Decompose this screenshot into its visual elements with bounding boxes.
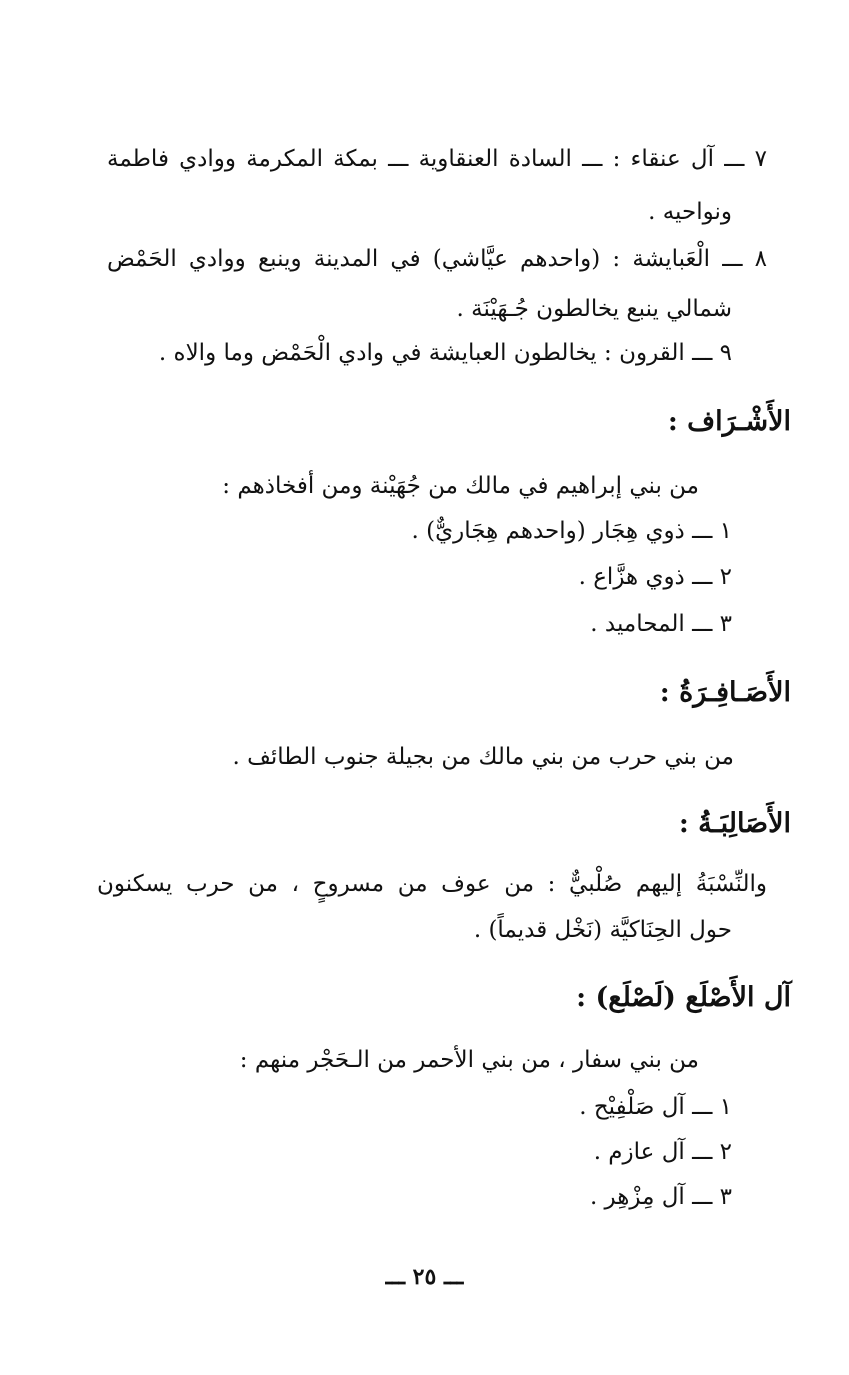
list-item: ٢ ـــ ذوي هزَّاع .	[578, 564, 732, 590]
list-item-continuation: ونواحيه .	[648, 199, 732, 225]
page-number: ـــ ٢٥ ـــ	[385, 1264, 464, 1290]
paragraph: والنِّسْبَةُ إليهم صُلْبيٌّ : من عوف من مسروحٍ ، من حرب يسكنون	[97, 871, 767, 897]
list-item: ٧ ـــ آل عنقاء : ـــ السادة العنقاوية ـــ بمكة المكرمة ووادي فاطمة	[107, 146, 767, 172]
list-item-continuation: شمالي ينبع يخالطون جُـهَيْنَة .	[456, 296, 732, 322]
paragraph-continuation: حول الحِنَاكيَّة (نَخْل قديماً) .	[473, 917, 732, 943]
list-item: ٢ ـــ آل عازم .	[593, 1139, 732, 1165]
section-heading: آل الأَصْلَع (لَصْلَع) :	[576, 982, 791, 1013]
section-heading: الأَصَالِبَـةُ :	[678, 808, 791, 839]
paragraph: من بني سفار ، من بني الأحمر من الـحَجْر منهم :	[239, 1047, 699, 1073]
section-heading: الأَشْـرَاف :	[667, 406, 791, 437]
list-item: ٣ ـــ المحاميد .	[590, 611, 732, 637]
list-item: ٣ ـــ آل مِزْهِر .	[589, 1184, 732, 1210]
list-item: ١ ـــ آل صَلْفِيْح .	[579, 1094, 732, 1120]
section-heading: الأَصَـافِـرَةُ :	[659, 677, 791, 708]
paragraph: من بني حرب من بني مالك من بجيلة جنوب الطائف .	[232, 744, 734, 770]
list-item: ٩ ـــ القرون : يخالطون العبايشة في وادي الْحَمْض وما والاه .	[158, 340, 732, 366]
list-item: ٨ ـــ الْعَبايشة : (واحدهم عيَّاشي) في المدينة وينبع ووادي الحَمْض	[107, 246, 767, 272]
paragraph: من بني إبراهيم في مالك من جُهَيْنة ومن أفخاذهم :	[222, 473, 699, 499]
list-item: ١ ـــ ذوي هِجَار (واحدهم هِجَاريٌّ) .	[411, 518, 732, 544]
